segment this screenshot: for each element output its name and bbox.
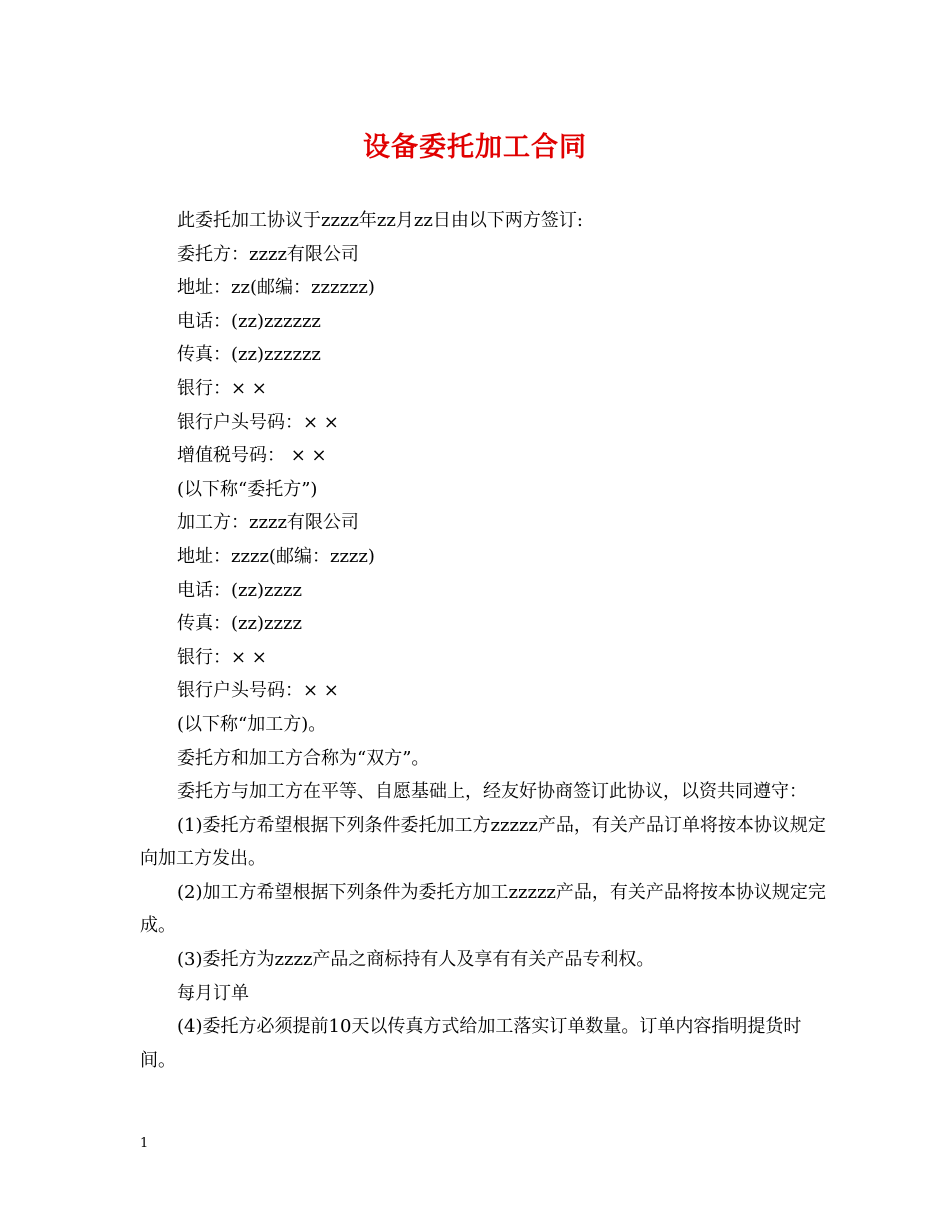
- paragraph: (1)委托方希望根据下列条件委托加工方zzzzz产品，有关产品订单将按本协议规定向加工方发出。: [140, 814, 826, 870]
- page-number: 1: [140, 1136, 149, 1151]
- paragraph: 银行户头号码：× ×: [177, 680, 339, 702]
- paragraph: 地址：zzzz(邮编：zzzz): [177, 545, 375, 567]
- paragraph: 此委托加工协议于zzzz年zz月zz日由以下两方签订:: [177, 210, 583, 231]
- paragraph: (以下称“加工方)。: [177, 713, 327, 735]
- paragraph: 银行户头号码：× ×: [177, 411, 339, 433]
- paragraph: 银行：× ×: [177, 377, 267, 399]
- paragraph: 委托方与加工方在平等、自愿基础上，经友好协商签订此协议，以资共同遵守：: [177, 781, 807, 803]
- paragraph: (4)委托方必须提前10天以传真方式给加工落实订单数量。订单内容指明提货时间。: [140, 1016, 802, 1071]
- document-title: 设备委托加工合同: [363, 132, 587, 163]
- paragraph: 传真：(zz)zzzzzz: [177, 344, 321, 366]
- paragraph: 增值税号码： × ×: [177, 445, 327, 467]
- paragraph: 电话：(zz)zzzzzz: [177, 310, 321, 332]
- paragraph: 每月订单: [177, 982, 249, 1004]
- paragraph: (以下称“委托方”): [177, 478, 318, 500]
- paragraph: 电话：(zz)zzzz: [177, 579, 302, 601]
- document-body: [140, 204, 830, 1077]
- paragraph: 传真：(zz)zzzz: [177, 613, 302, 635]
- paragraph: (2)加工方希望根据下列条件为委托方加工zzzzz产品，有关产品将按本协议规定完成。: [140, 881, 826, 937]
- paragraph: 委托方：zzzz有限公司: [177, 243, 359, 265]
- paragraph: 加工方：zzzz有限公司: [177, 512, 359, 534]
- paragraph: 地址：zz(邮编：zzzzzz): [177, 277, 375, 299]
- paragraph: (3)委托方为zzzz产品之商标持有人及享有有关产品专利权。: [177, 949, 655, 971]
- paragraph: 委托方和加工方合称为“双方”。: [177, 747, 430, 769]
- paragraph: 银行：× ×: [177, 646, 267, 668]
